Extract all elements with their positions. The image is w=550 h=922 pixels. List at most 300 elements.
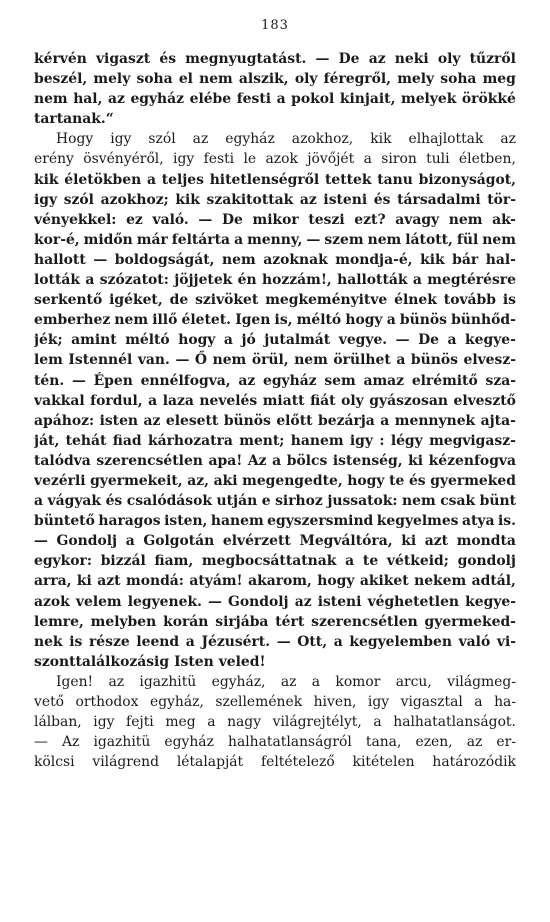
word: jó (241, 332, 256, 349)
word: mondja-é, (335, 251, 413, 268)
word: — (315, 51, 330, 67)
word: : (379, 432, 385, 449)
word: kérvén (34, 51, 87, 67)
text-line (34, 230, 516, 250)
word: nem (482, 231, 516, 248)
word: vegye. (338, 332, 388, 349)
word: az (107, 91, 125, 108)
word: a (146, 171, 156, 188)
word: kor-é, (34, 231, 80, 248)
word: jussatok: (327, 493, 398, 510)
text-line (34, 109, 516, 129)
word: Jézusért. (201, 633, 271, 650)
word: siron (381, 151, 417, 168)
word: sirjába (215, 613, 269, 630)
word: ki (76, 573, 92, 590)
word: Ott, (297, 633, 328, 650)
word: én (237, 272, 257, 289)
word: de (169, 292, 189, 309)
word: te (389, 472, 405, 489)
word: ez (126, 211, 143, 228)
word: csalódások (126, 493, 213, 510)
word: a (363, 151, 372, 168)
word: sza- (485, 372, 516, 389)
word: apa! (208, 452, 243, 469)
word: Épen (93, 372, 133, 389)
word: soha (136, 71, 173, 88)
word: Az (247, 452, 267, 469)
word: festi (203, 151, 235, 168)
word: tartanak.“ (34, 111, 114, 128)
text-line (34, 49, 516, 69)
page-number: 183 (261, 18, 289, 33)
word: a (412, 272, 422, 289)
word: isteni (323, 191, 368, 208)
word: kegye- (465, 332, 516, 349)
word: — (198, 211, 213, 228)
word: bünt (479, 493, 516, 510)
word: lották (34, 272, 80, 289)
word: az (238, 372, 256, 389)
word: emberhez (34, 312, 111, 329)
word: — (93, 251, 108, 268)
word: ajta- (480, 412, 516, 429)
word: talódva (34, 452, 91, 469)
text-line (34, 471, 516, 491)
word: ösvényéről, (83, 151, 164, 168)
word: meg (165, 714, 196, 731)
word: sirhoz (275, 493, 323, 510)
word: nem (114, 312, 149, 329)
word: ki (408, 452, 424, 469)
word: mondá: (126, 573, 184, 590)
word: bizzál (100, 553, 146, 570)
word: a (396, 352, 406, 369)
word: vétkeid; (386, 553, 449, 570)
word: bár (452, 251, 479, 268)
word: a (373, 714, 382, 731)
text-line (34, 531, 516, 551)
word: Megváltóra, (299, 533, 393, 550)
word: igy (349, 432, 373, 449)
text-line (34, 672, 516, 692)
word: megengedte, (242, 472, 343, 489)
word: megkeményitve (265, 292, 388, 309)
word: isten, (164, 513, 208, 530)
text-line (34, 551, 516, 571)
word: veled! (218, 653, 266, 670)
word: kárhozatra (147, 432, 233, 449)
word: teszi (308, 211, 345, 228)
word: való. (152, 211, 189, 228)
word: bünös (223, 412, 271, 429)
text-line (34, 310, 516, 330)
word: nek (34, 633, 63, 650)
word: az (108, 673, 125, 690)
word: ak- (492, 211, 516, 228)
word: nem (448, 211, 483, 228)
word: Az (61, 734, 80, 751)
word: bünös (410, 352, 458, 369)
text-line (34, 290, 516, 310)
word: ját, (34, 432, 60, 449)
word: hogy (347, 472, 385, 489)
word: azoknak (263, 251, 328, 268)
word: velem (75, 593, 122, 610)
word: és (373, 191, 391, 208)
word: tana, (365, 734, 402, 751)
word: egyház (263, 372, 317, 389)
word: és (159, 51, 177, 67)
word: Istennél (68, 352, 133, 369)
word: egyház, (211, 673, 266, 690)
word: nem (34, 91, 68, 108)
word: egyház (130, 91, 185, 108)
text-line (34, 149, 516, 169)
word: igy (110, 131, 132, 148)
word: hiven, (313, 694, 357, 710)
word: bünös (399, 312, 447, 329)
word: kinjait, (339, 91, 396, 108)
word: örökké (461, 91, 516, 108)
word: fiát (310, 392, 336, 409)
word: mely (397, 71, 435, 88)
word: igy (93, 714, 115, 731)
word: kik (175, 191, 200, 208)
word: látott, (405, 231, 453, 248)
word: csak (440, 493, 476, 510)
word: lem (34, 352, 63, 369)
word: kitételen (352, 754, 415, 771)
word: egyház (164, 734, 214, 751)
word: Igen! (56, 673, 94, 690)
word: kegyelmes (376, 513, 459, 530)
word: vakkal (34, 392, 85, 409)
word: elvesztő (453, 392, 516, 409)
word: De (418, 332, 439, 349)
word: Ő (194, 352, 208, 369)
text-line (34, 451, 516, 471)
word: tovább (443, 292, 496, 309)
word: vi- (496, 633, 516, 650)
word: a (447, 332, 457, 349)
word: lemre, (34, 613, 84, 630)
word: elvesz- (463, 352, 516, 369)
word: szerencsétlen (311, 613, 418, 630)
word: amint (71, 332, 117, 349)
word: hogy (345, 312, 383, 329)
word: már (136, 231, 168, 248)
word: nagy (227, 714, 262, 731)
word: e (261, 493, 271, 510)
word: vezérli (34, 472, 86, 489)
word: Gondolj (228, 593, 289, 610)
word: mennynek (394, 412, 476, 429)
word: bölcs (286, 452, 328, 469)
word: tért (275, 613, 305, 630)
word: atya (462, 513, 495, 530)
word: hozzám!, (261, 272, 332, 289)
text-line (34, 270, 516, 290)
word: nekem (414, 573, 467, 590)
word: vigaszt (95, 51, 151, 67)
word: tanu (377, 171, 413, 188)
text-line (34, 431, 516, 451)
word: a (474, 694, 483, 710)
word: meg (482, 71, 516, 88)
word: is, (274, 312, 293, 329)
text-line (34, 330, 516, 350)
word: — (175, 352, 190, 369)
word: oly (294, 71, 318, 88)
word: a (333, 633, 343, 650)
word: nevelés (199, 392, 258, 409)
word: életben, (458, 151, 516, 168)
word: az (280, 673, 297, 690)
word: nem (222, 251, 256, 268)
word: — (306, 231, 321, 248)
word: azok (265, 151, 298, 168)
word: sem (324, 372, 356, 389)
word: teljes (161, 171, 204, 188)
word: isten (99, 412, 139, 429)
word: igéket, (109, 292, 163, 309)
word: a (148, 392, 158, 409)
word: — (208, 593, 222, 610)
word: igy (367, 694, 390, 710)
word: utján (216, 493, 258, 510)
word: az, (187, 472, 209, 489)
word: megvigasz- (429, 432, 516, 449)
word: méltó (296, 312, 342, 329)
word: Igen (235, 312, 271, 329)
word: tuli (426, 151, 450, 168)
word: fejti (126, 714, 154, 731)
word: bizonyságot, (418, 171, 516, 188)
word: igazhitü (93, 734, 151, 751)
word: elvérzett (222, 533, 291, 550)
word: Gondolj (56, 533, 118, 550)
word: elrémitő (411, 372, 478, 389)
text-line (34, 170, 516, 190)
word: egyház, (149, 694, 204, 710)
word: te (362, 553, 379, 570)
word: apához: (34, 412, 95, 429)
word: egyház (225, 131, 275, 148)
word: társadalmi (397, 191, 481, 208)
word: midőn (83, 231, 133, 248)
text-line (34, 652, 516, 672)
word: örül, (251, 352, 289, 369)
word: kölcsi (34, 754, 75, 771)
word: melyben (90, 613, 157, 630)
word: megnyugtatást. (185, 51, 307, 67)
text-line (34, 350, 516, 370)
word: az (294, 593, 312, 610)
word: megtérésre (427, 272, 516, 289)
word: vető (34, 694, 65, 710)
word: pokol (291, 91, 335, 108)
word: világmeg- (447, 673, 516, 690)
word: szól (63, 191, 94, 208)
word: kegyelemben (349, 633, 452, 650)
text-line (34, 129, 516, 149)
word: oly (437, 51, 461, 67)
text-line (34, 89, 516, 109)
word: a (276, 91, 286, 108)
word: légy (390, 432, 423, 449)
word: el (178, 71, 193, 88)
book-page (34, 18, 516, 772)
word: kézenfogva (428, 452, 516, 469)
word: nem (199, 71, 233, 88)
word: élnek (394, 292, 437, 309)
word: komor (335, 673, 381, 690)
word: nem (367, 231, 402, 248)
word: vényekkel: (34, 211, 117, 228)
word: le (243, 151, 257, 168)
word: az (368, 51, 386, 67)
word: haragos (98, 513, 161, 530)
word: avagy (395, 211, 440, 228)
word: megbocsáttatnak (201, 553, 337, 570)
word: fiad (112, 432, 142, 449)
word: azt (97, 573, 121, 590)
word: mondta (456, 533, 516, 550)
word: a (386, 312, 396, 329)
word: az (299, 191, 317, 208)
word: boldogságát, (114, 251, 215, 268)
word: fül (456, 231, 479, 248)
word: nem (294, 352, 328, 369)
word: erény (34, 151, 74, 168)
word: szem (324, 231, 364, 248)
word: azokhoz; (100, 191, 169, 208)
text-line (34, 612, 516, 632)
text-line (34, 391, 516, 411)
word: egykor: (34, 553, 92, 570)
word: igazhitü (139, 673, 197, 690)
word: alszik, (238, 71, 289, 88)
word: méltó (125, 332, 170, 349)
word: szerencsétlen (96, 452, 203, 469)
word: vágyak (47, 493, 102, 510)
word: a (234, 231, 244, 248)
word: hal- (485, 251, 516, 268)
word: akarom, (248, 573, 312, 590)
text-line (34, 250, 516, 270)
word: a (125, 533, 135, 550)
word: halhatatlanságról (228, 734, 352, 751)
text-line (34, 511, 516, 531)
word: illő (152, 312, 178, 329)
word: istenség, (332, 452, 403, 469)
word: is (69, 633, 83, 650)
word: melyek (401, 91, 457, 108)
word: elhajlottak (408, 131, 484, 148)
word: az (143, 412, 161, 429)
word: világrejtélyt, (272, 714, 362, 731)
word: — (34, 734, 48, 751)
word: aki (213, 472, 238, 489)
word: a (185, 633, 195, 650)
word: adtál, (471, 573, 516, 590)
word: az (466, 734, 483, 751)
word: mikor (252, 211, 299, 228)
word: arcu, (395, 673, 432, 690)
word: mely (93, 71, 131, 88)
word: azokhoz, (291, 131, 354, 148)
word: hallott (34, 251, 86, 268)
word: bünhőd- (451, 312, 516, 329)
text-line (34, 592, 516, 612)
word: miatt (262, 392, 305, 409)
word: atyám! (189, 573, 243, 590)
word: való (458, 633, 491, 650)
word: ment; (239, 432, 285, 449)
word: elesett (165, 412, 219, 429)
word: hanem (210, 513, 264, 530)
word: az (500, 131, 516, 148)
word: kegye- (465, 593, 516, 610)
text-line (34, 69, 516, 89)
word: jutalmát (264, 332, 331, 349)
word: szivöket (195, 292, 259, 309)
word: ki (401, 533, 417, 550)
word: fordul, (90, 392, 143, 409)
word: leend (136, 633, 180, 650)
word: jövőjét (307, 151, 355, 168)
word: hitetlenségről (209, 171, 320, 188)
word: és (105, 493, 123, 510)
text-line (34, 752, 516, 772)
word: Isten (174, 653, 214, 670)
word: hallották (337, 272, 408, 289)
word: beszél, (34, 71, 88, 88)
text-line (34, 571, 516, 591)
word: — (34, 533, 48, 550)
text-line (34, 190, 516, 210)
word: amaz (363, 372, 405, 389)
text-line (34, 632, 516, 652)
word: hanem (290, 432, 344, 449)
word: Hogy (56, 131, 94, 148)
word: a (345, 553, 355, 570)
word: serkentő (34, 292, 103, 309)
word: gyermeked (430, 472, 516, 489)
word: kik (370, 131, 392, 148)
word: menny, (247, 231, 303, 248)
word: jék; (34, 332, 63, 349)
word: festi (236, 91, 272, 108)
word: a (85, 272, 95, 289)
word: és (408, 472, 426, 489)
word: jöjjetek (174, 272, 233, 289)
word: feltételező (260, 754, 335, 771)
word: a (272, 452, 282, 469)
word: vigasztal (400, 694, 463, 710)
word: tehát (65, 432, 107, 449)
word: világrend (92, 754, 159, 771)
word: gondolj (457, 553, 516, 570)
word: Golgotán (143, 533, 215, 550)
word: ezen, (415, 734, 453, 751)
word: orthodox (75, 694, 139, 710)
word: szonttalálkozásig (34, 653, 170, 670)
word: egyszersmind (267, 513, 374, 530)
word: is. (498, 513, 516, 530)
word: előtt (276, 412, 313, 429)
